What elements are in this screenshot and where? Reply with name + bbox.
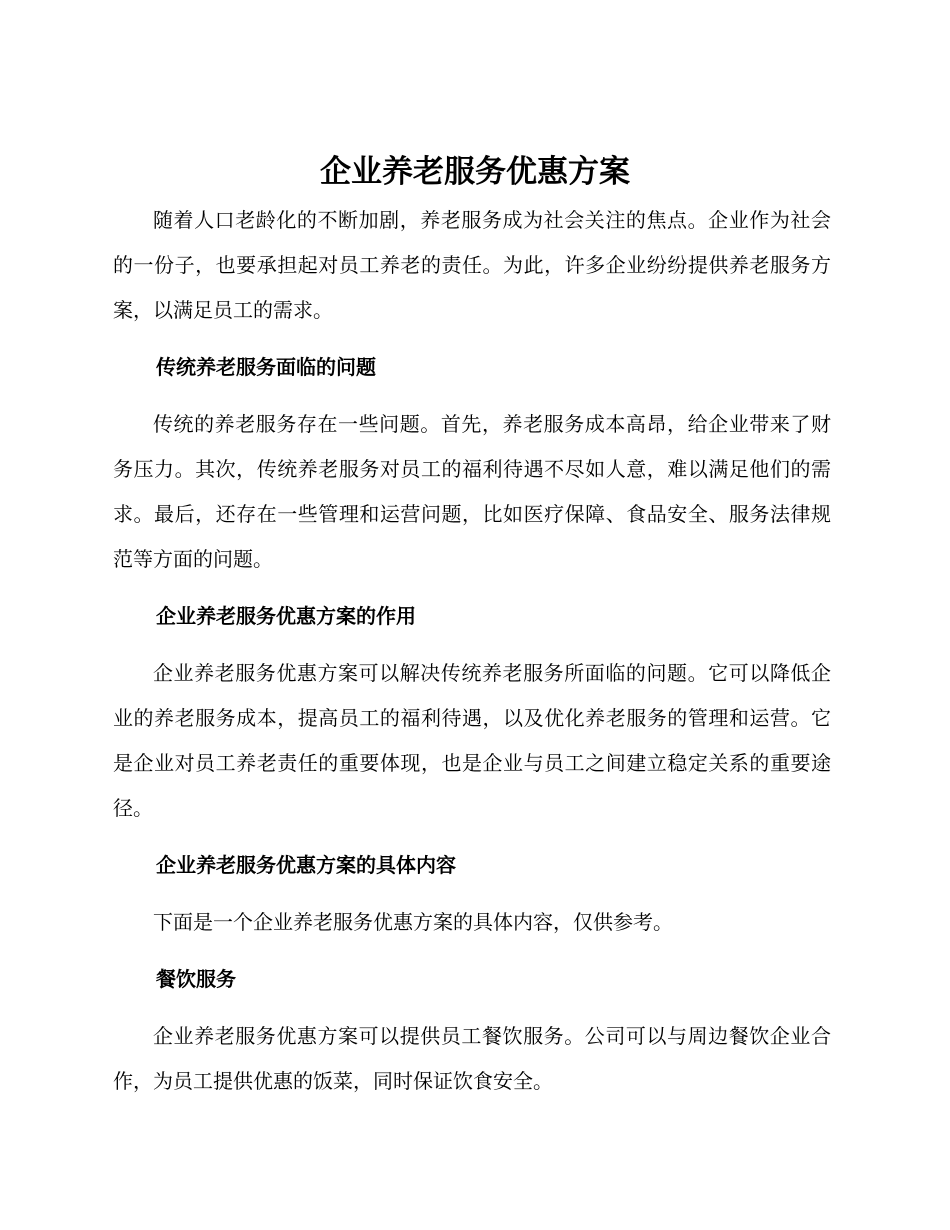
section-heading-problems: 传统养老服务面临的问题	[156, 355, 376, 379]
section-paragraph-catering: 企业养老服务优惠方案可以提供员工餐饮服务。公司可以与周边餐饮企业合作，为员工提供优惠的饭菜，同时保证饮食安全。	[113, 1024, 831, 1093]
intro-paragraph: 随着人口老龄化的不断加剧，养老服务成为社会关注的焦点。企业作为社会的一份子，也要承担起对员工养老的责任。为此，许多企业纷纷提供养老服务方案，以满足员工的需求。	[113, 208, 831, 322]
section-heading-role: 企业养老服务优惠方案的作用	[156, 604, 416, 628]
section-heading-catering: 餐饮服务	[156, 967, 236, 991]
section-paragraph-problems: 传统的养老服务存在一些问题。首先，养老服务成本高昂，给企业带来了财务压力。其次，传统养老服务对员工的福利待遇不尽如人意，难以满足他们的需求。最后，还存在一些管理和运营问题，比如医疗保障、食品安全、服务法律规范等方面的问题。	[113, 412, 831, 571]
document-title: 企业养老服务优惠方案	[320, 154, 630, 190]
section-paragraph-role: 企业养老服务优惠方案可以解决传统养老服务所面临的问题。它可以降低企业的养老服务成本，提高员工的福利待遇，以及优化养老服务的管理和运营。它是企业对员工养老责任的重要体现，也是企业与员工之间建立稳定关系的重要途径。	[113, 661, 831, 820]
section-heading-content: 企业养老服务优惠方案的具体内容	[156, 853, 456, 877]
section-paragraph-content: 下面是一个企业养老服务优惠方案的具体内容，仅供参考。	[153, 910, 673, 934]
document-body	[113, 198, 831, 1104]
